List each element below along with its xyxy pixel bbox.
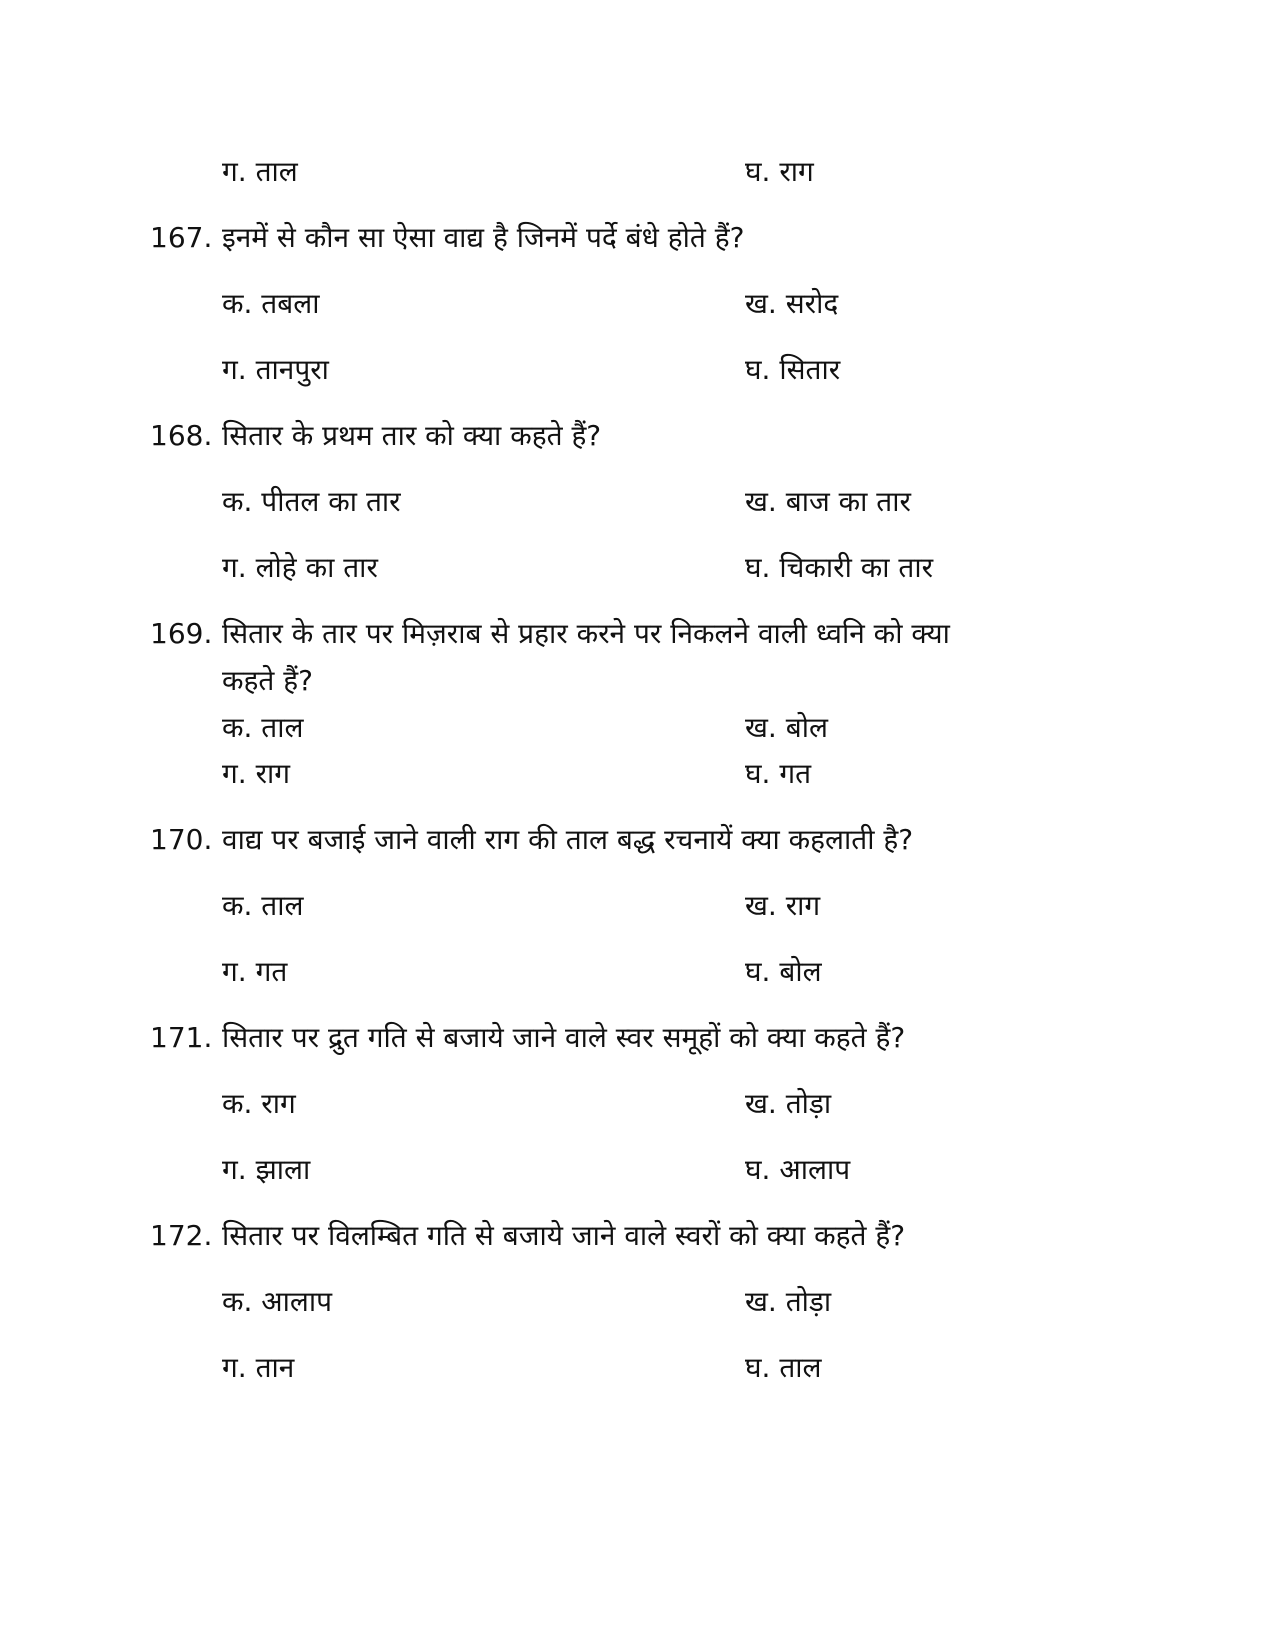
option-a: क. ताल bbox=[222, 889, 304, 922]
option-c: ग. झाला bbox=[222, 1153, 311, 1186]
option-b: ख. तोड़ा bbox=[745, 1087, 832, 1120]
option-b: ख. बोल bbox=[745, 711, 828, 744]
option-c: ग. लोहे का तार bbox=[222, 551, 378, 584]
question-number: 169. bbox=[150, 617, 213, 650]
option-d: घ. चिकारी का तार bbox=[745, 551, 934, 584]
question-text: सितार के प्रथम तार को क्या कहते हैं? bbox=[222, 419, 602, 452]
option-d: घ. बोल bbox=[745, 955, 822, 988]
option-c: ग. गत bbox=[222, 955, 288, 988]
option-a: क. पीतल का तार bbox=[222, 485, 401, 518]
question-text: सितार पर विलम्बित गति से बजाये जाने वाले स्वरों को क्या कहते हैं? bbox=[222, 1219, 906, 1252]
option-c: ग. तान bbox=[222, 1351, 295, 1384]
question-text-continuation: कहते हैं? bbox=[222, 664, 313, 697]
option-d: घ. राग bbox=[745, 155, 814, 188]
question-text: सितार पर द्रुत गति से बजाये जाने वाले स्वर समूहों को क्या कहते हैं? bbox=[222, 1021, 906, 1054]
option-b: ख. बाज का तार bbox=[745, 485, 911, 518]
option-c: ग. तानपुरा bbox=[222, 353, 329, 386]
option-c: ग. राग bbox=[222, 757, 291, 790]
question-text: वाद्य पर बजाई जाने वाली राग की ताल बद्ध रचनायें क्या कहलाती है? bbox=[222, 823, 914, 856]
question-number: 167. bbox=[150, 221, 213, 254]
question-number: 172. bbox=[150, 1219, 213, 1252]
option-b: ख. सरोद bbox=[745, 287, 839, 320]
option-d: घ. ताल bbox=[745, 1351, 822, 1384]
option-a: क. आलाप bbox=[222, 1285, 333, 1318]
question-number: 168. bbox=[150, 419, 213, 452]
option-b: ख. राग bbox=[745, 889, 821, 922]
option-a: क. तबला bbox=[222, 287, 320, 320]
question-text: सितार के तार पर मिज़राब से प्रहार करने पर निकलने वाली ध्वनि को क्या bbox=[222, 617, 950, 650]
option-a: क. ताल bbox=[222, 711, 304, 744]
option-b: ख. तोड़ा bbox=[745, 1285, 832, 1318]
question-number: 170. bbox=[150, 823, 213, 856]
option-d: घ. गत bbox=[745, 757, 812, 790]
option-a: क. राग bbox=[222, 1087, 296, 1120]
question-text: इनमें से कौन सा ऐसा वाद्य है जिनमें पर्दे बंधे होते हैं? bbox=[222, 221, 745, 254]
question-number: 171. bbox=[150, 1021, 213, 1054]
option-c: ग. ताल bbox=[222, 155, 298, 188]
option-d: घ. आलाप bbox=[745, 1153, 851, 1186]
option-d: घ. सितार bbox=[745, 353, 841, 386]
